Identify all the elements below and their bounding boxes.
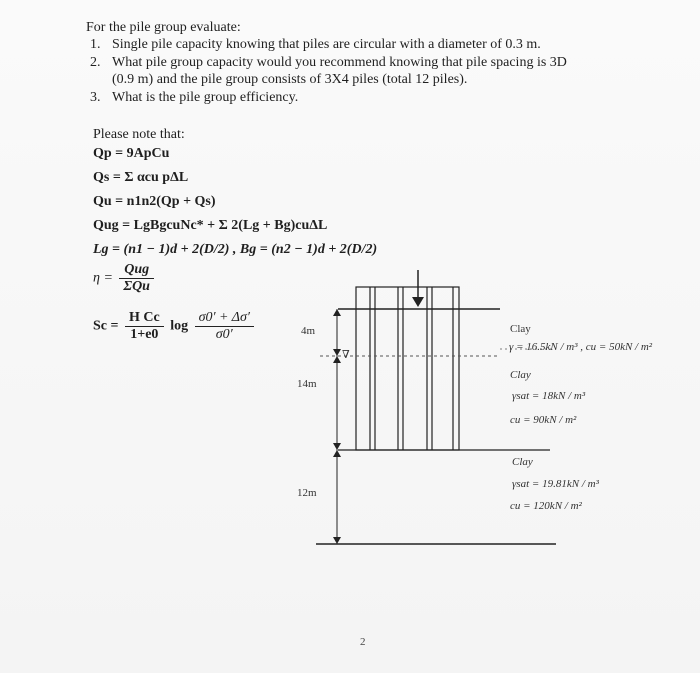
layer-2-name: Clay xyxy=(510,369,531,381)
question-intro: For the pile group evaluate: xyxy=(86,20,241,35)
settlement-lhs: Sc = xyxy=(93,318,119,334)
settlement-frac2-den: σ0′ xyxy=(215,327,233,342)
load-arrow-head xyxy=(412,297,424,307)
layer-1-name: Clay xyxy=(510,323,531,335)
dimension-arrow xyxy=(333,309,341,316)
efficiency-denominator: ΣQu xyxy=(123,279,150,294)
item-text: Single pile capacity knowing that piles are circular with a diameter of 0.3 m. xyxy=(112,37,541,52)
efficiency-numerator: Qug xyxy=(119,262,154,279)
equation-group-dimensions: Lg = (n1 − 1)d + 2(D/2) , Bg = (n2 − 1)d + 2(D/2) xyxy=(93,242,378,257)
item-text: What pile group capacity would you recommend knowing that pile spacing is 3D xyxy=(112,55,567,70)
equation-ultimate-capacity: Qu = n1n2(Qp + Qs) xyxy=(93,194,216,209)
layer-2-unit-weight: γsat = 18kN / m³ xyxy=(512,390,586,402)
layer-3-unit-weight: γsat = 19.81kN / m³ xyxy=(512,478,599,490)
item-number: 2. xyxy=(90,55,101,70)
depth-label-14m: 14m xyxy=(297,378,317,390)
item-text: What is the pile group efficiency. xyxy=(112,90,299,105)
equation-group-capacity: Qug = LgBgcuNc* + Σ 2(Lg + Bg)cuΔL xyxy=(93,218,328,233)
layer-3-cohesion: cu = 120kN / m² xyxy=(510,500,582,512)
depth-label-4m: 4m xyxy=(301,325,316,337)
settlement-frac1-den: 1+e0 xyxy=(130,327,159,342)
dimension-arrow xyxy=(333,356,341,363)
settlement-frac2-num: σ0′ + Δσ′ xyxy=(195,310,254,327)
layer-3-name: Clay xyxy=(512,456,533,468)
efficiency-lhs: η = xyxy=(93,270,113,286)
equation-skin-friction: Qs = Σ αcu pΔL xyxy=(93,170,189,185)
question-item-2-continuation: (0.9 m) and the pile group consists of 3X4 piles (total 12 piles). xyxy=(112,72,468,87)
dimension-arrow xyxy=(333,450,341,457)
item-number: 1. xyxy=(90,37,101,52)
depth-label-12m: 12m xyxy=(297,487,317,499)
settlement-frac1-num: H Cc xyxy=(125,310,164,327)
note-heading: Please note that: xyxy=(93,127,185,142)
pile-group-outline xyxy=(356,287,459,450)
layer-2-cohesion: cu = 90kN / m² xyxy=(510,414,577,426)
item-number: 3. xyxy=(90,90,101,105)
equation-end-bearing: Qp = 9ApCu xyxy=(93,146,170,161)
page-number: 2 xyxy=(360,636,366,648)
dimension-arrow xyxy=(333,443,341,450)
dimension-arrow xyxy=(333,537,341,544)
water-table-icon: ∇ xyxy=(342,349,350,361)
settlement-log: log xyxy=(170,318,189,334)
dimension-arrow xyxy=(333,349,341,356)
layer-1-properties: γ = 16.5kN / m³ , cu = 50kN / m² xyxy=(509,341,653,353)
